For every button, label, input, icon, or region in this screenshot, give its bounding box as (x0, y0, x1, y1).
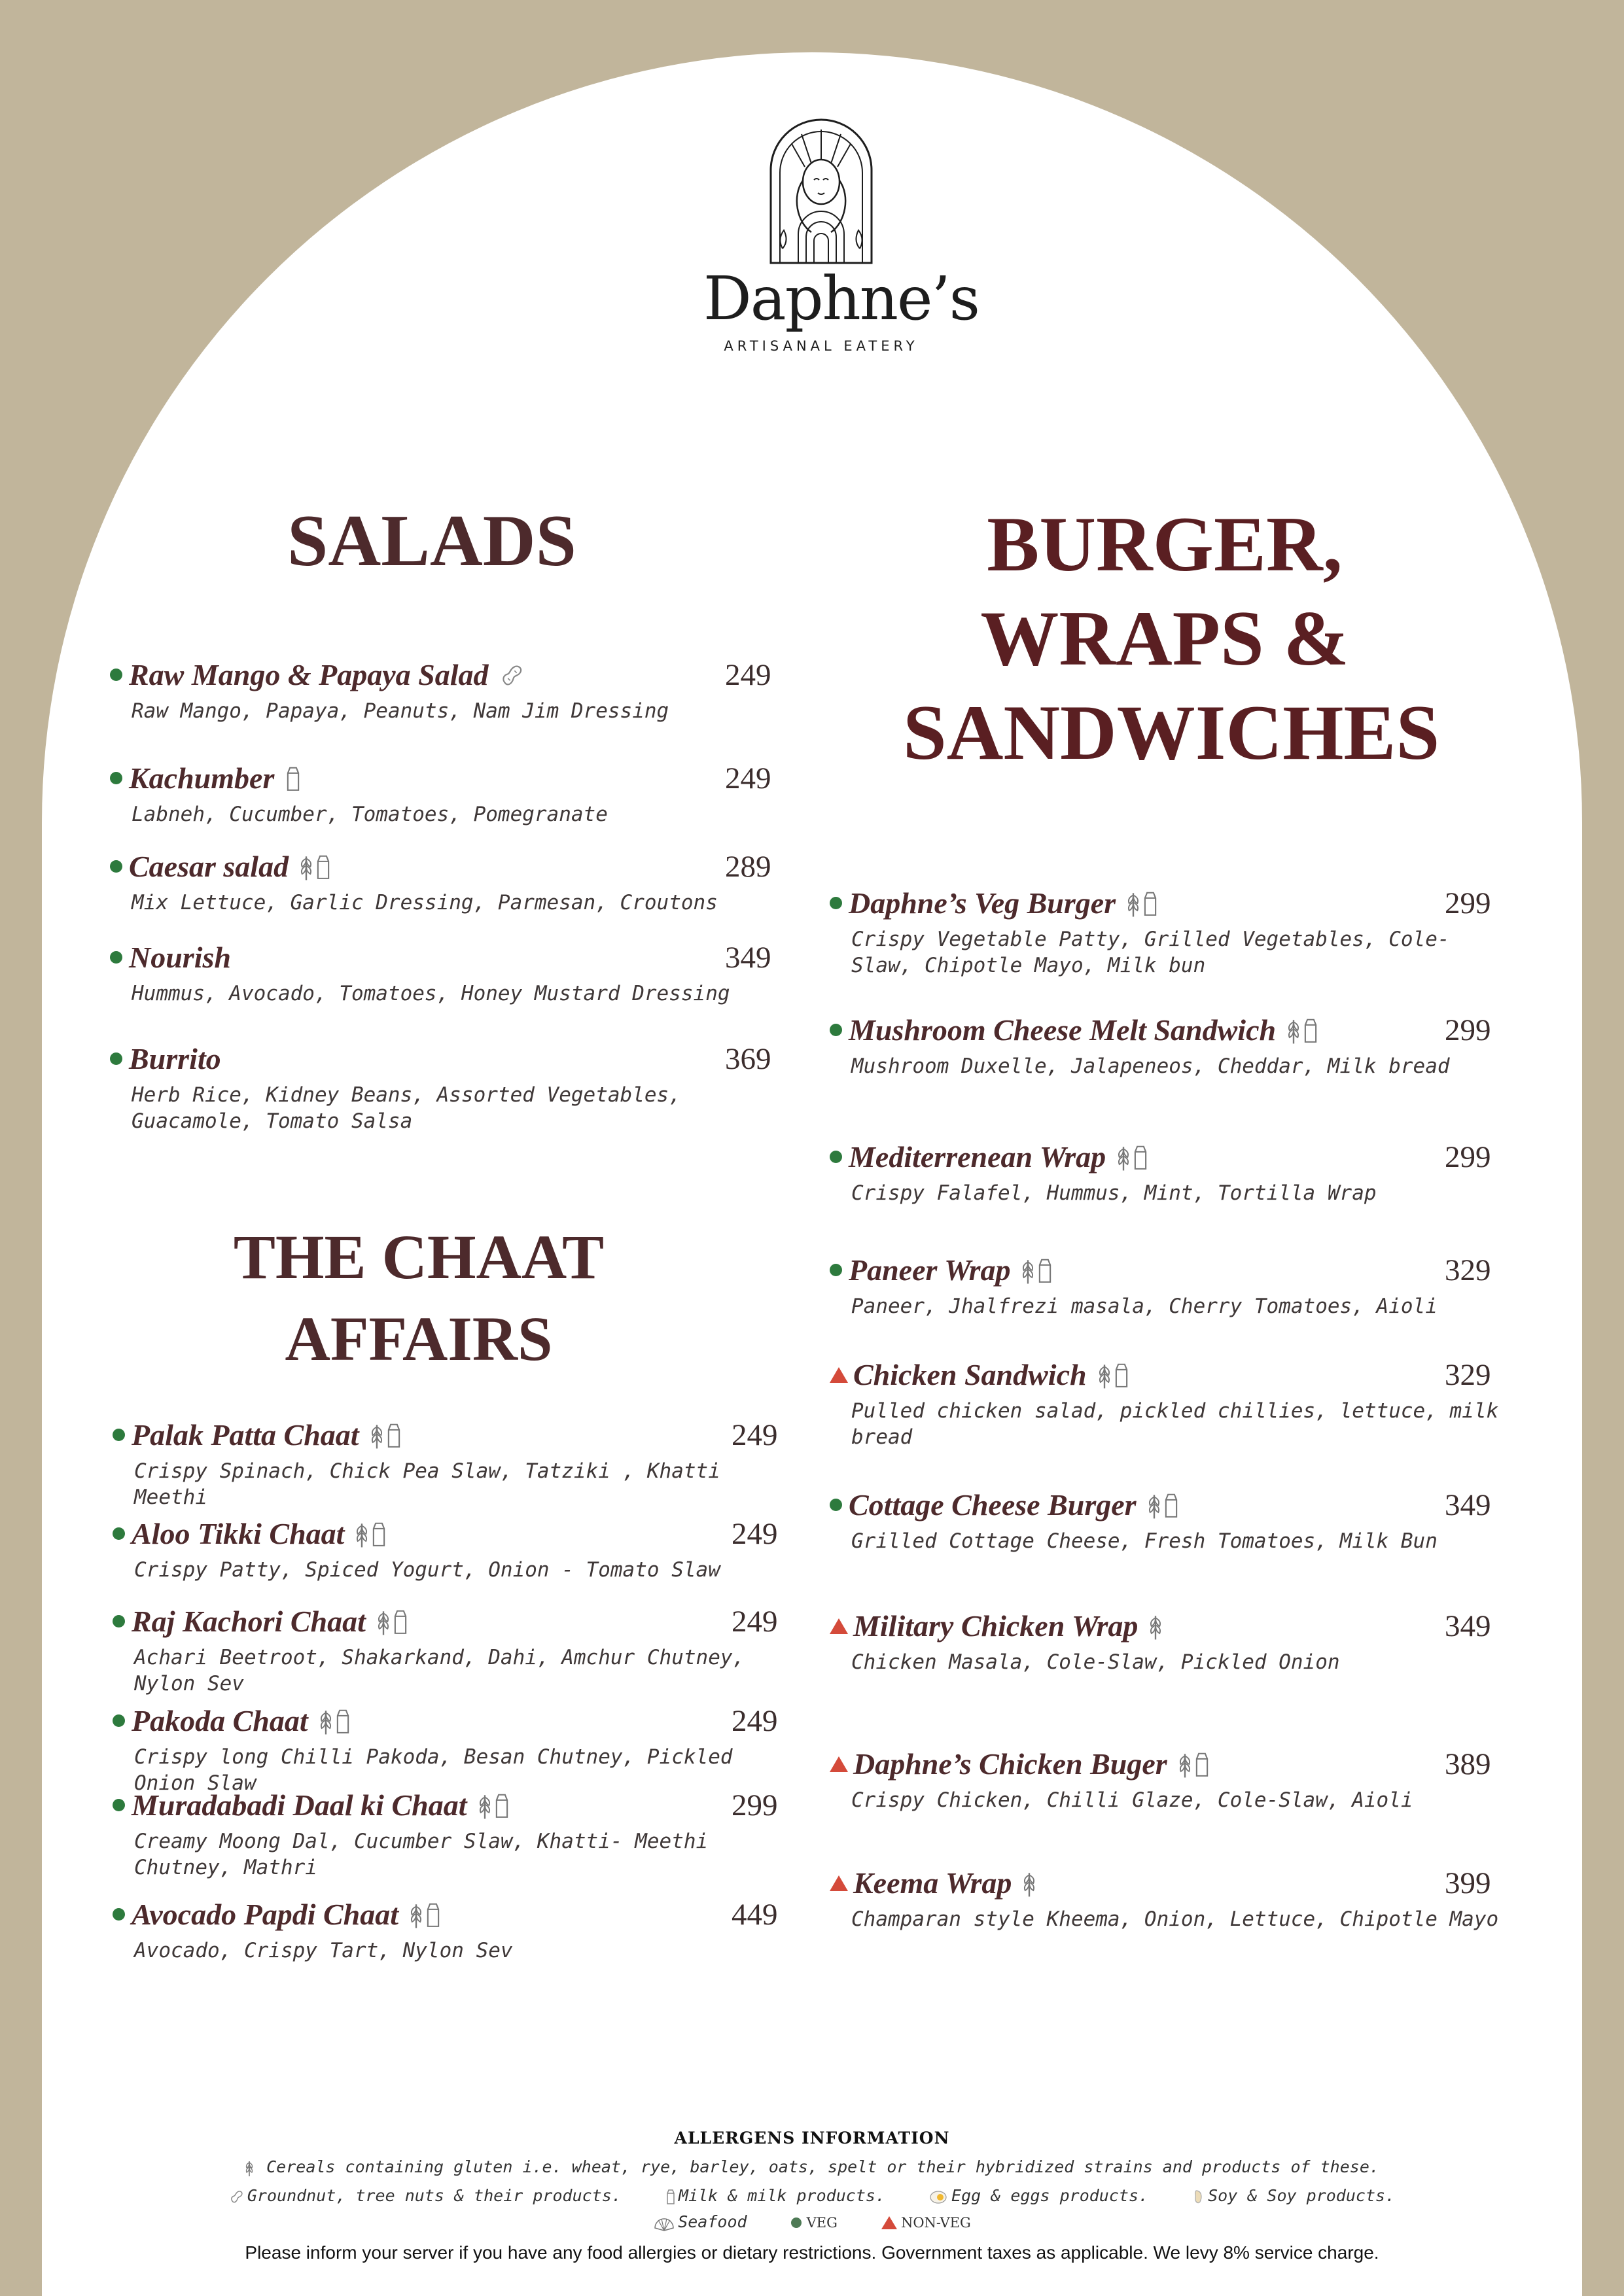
menu-item (830, 1609, 1517, 1676)
milk-carton-icon (1132, 1144, 1149, 1170)
allergen-icons (355, 1520, 389, 1548)
veg-dot-icon (113, 1429, 125, 1441)
menu-item-name: Military Chicken Wrap (853, 1609, 1139, 1643)
menu-item (110, 657, 797, 725)
veg-dot-icon (110, 951, 122, 964)
menu-item (830, 1253, 1517, 1320)
nonveg-triangle-icon (830, 1618, 848, 1634)
legend-veg-text: VEG (806, 2215, 838, 2231)
menu-item-name: Keema Wrap (853, 1866, 1012, 1900)
milk-carton-icon (385, 1422, 402, 1448)
wheat-icon (1022, 1869, 1036, 1898)
menu-item (830, 1357, 1517, 1450)
nonveg-triangle-icon (830, 1875, 848, 1891)
menu-item-header (113, 1897, 803, 1932)
legend-veg (791, 2212, 838, 2231)
allergen-soy (1192, 2186, 1395, 2205)
veg-dot-icon (110, 772, 122, 784)
menu-item (113, 1703, 803, 1796)
wheat-icon (370, 1421, 384, 1450)
menu-item-header (110, 849, 797, 884)
menu-item-description: Pulled chicken salad, pickled chillies, lettuce, milk bread (851, 1399, 1499, 1449)
menu-item-price: 449 (732, 1898, 778, 1932)
menu-item-header (110, 761, 797, 795)
veg-dot-icon (110, 860, 122, 873)
wheat-icon (245, 2159, 254, 2177)
wheat-icon (409, 1900, 423, 1929)
allergen-icons (478, 1791, 512, 1820)
menu-item-name: Palak Patta Chaat (132, 1418, 359, 1452)
menu-item (113, 1418, 803, 1510)
allergen-icons (376, 1607, 410, 1636)
milk-carton-icon (425, 1902, 442, 1928)
menu-item-price: 329 (1445, 1253, 1491, 1287)
milk-carton-icon (665, 2189, 676, 2204)
allergen-milk (665, 2186, 895, 2205)
wheat-icon (1178, 1750, 1192, 1779)
menu-item-name: Daphne’s Chicken Buger (853, 1747, 1167, 1781)
menu-item-header (830, 1013, 1517, 1047)
milk-carton-icon (285, 765, 302, 791)
menu-item-header (830, 1747, 1517, 1781)
menu-item-description: Grilled Cottage Cheese, Fresh Tomatoes, Milk Bun (851, 1529, 1438, 1553)
veg-dot-icon (113, 1714, 125, 1727)
nonveg-triangle-icon (830, 1756, 848, 1772)
menu-item-header (110, 940, 797, 975)
wheat-icon (355, 1520, 369, 1548)
menu-item-name: Paneer Wrap (849, 1253, 1011, 1287)
menu-item-name: Avocado Papdi Chaat (132, 1898, 399, 1931)
veg-dot-icon (113, 1908, 125, 1921)
menu-item-name: Cottage Cheese Burger (849, 1488, 1137, 1522)
menu-item-name: Chicken Sandwich (853, 1358, 1087, 1391)
allergen-icons (1097, 1361, 1131, 1389)
menu-item-header (113, 1516, 803, 1551)
wheat-icon (478, 1791, 492, 1820)
menu-item-price: 349 (1445, 1609, 1491, 1643)
allergen-nuts-text: Groundnut, tree nuts & their products. (247, 2186, 622, 2205)
veg-dot-icon (830, 1264, 842, 1276)
menu-item (113, 1897, 803, 1964)
chaat-title-line2: AFFAIRS (285, 1303, 553, 1374)
veg-dot-icon (830, 897, 842, 909)
menu-item-header (113, 1604, 803, 1639)
menu-item-header (113, 1418, 803, 1452)
allergen-icons (409, 1900, 443, 1929)
allergen-gluten-text: Cereals containing gluten i.e. wheat, rye, barley, oats, spelt or their hybridized strains and products of these. (266, 2157, 1379, 2176)
menu-item-header (110, 1041, 797, 1076)
menu-item-price: 249 (732, 1605, 778, 1639)
menu-item-name: Mushroom Cheese Melt Sandwich (849, 1013, 1277, 1047)
menu-item-price: 289 (725, 850, 771, 884)
milk-carton-icon (315, 854, 332, 880)
menu-item (830, 1013, 1517, 1080)
menu-item (110, 761, 797, 828)
salads-title: SALADS (287, 500, 576, 582)
milk-carton-icon (370, 1521, 387, 1547)
menu-item-header (830, 1139, 1517, 1174)
menu-item-price: 299 (732, 1788, 778, 1822)
menu-item (113, 1604, 803, 1697)
menu-item-name: Nourish (129, 941, 231, 974)
menu-item-price: 249 (732, 1704, 778, 1738)
menu-item-name: Caesar salad (129, 850, 289, 883)
veg-dot-icon (113, 1615, 125, 1627)
menu-item-description: Crispy Vegetable Patty, Grilled Vegetables, Cole-Slaw, Chipotle Mayo, Milk bun (851, 928, 1450, 977)
allergen-milk-text: Milk & milk products. (678, 2186, 885, 2205)
menu-item-description: Mushroom Duxelle, Jalapeneos, Cheddar, Milk bread (851, 1054, 1450, 1078)
menu-item (830, 1747, 1517, 1814)
menu-item-price: 299 (1445, 1013, 1491, 1047)
allergen-icons (1147, 1491, 1181, 1520)
menu-item-name: Pakoda Chaat (132, 1704, 308, 1737)
menu-item-description: Mix Lettuce, Garlic Dressing, Parmesan, Croutons (132, 891, 718, 914)
menu-item-name: Burrito (129, 1042, 221, 1075)
menu-item-price: 249 (732, 1517, 778, 1551)
menu-item-price: 369 (725, 1042, 771, 1076)
legend-nonveg-text: NON-VEG (900, 2215, 971, 2231)
allergen-soy-text: Soy & Soy products. (1208, 2186, 1396, 2205)
wheat-icon (1021, 1256, 1035, 1285)
menu-item-price: 299 (1445, 1140, 1491, 1174)
milk-carton-icon (1142, 890, 1159, 916)
wheat-icon (1147, 1491, 1161, 1520)
menu-item-price: 399 (1445, 1866, 1491, 1900)
allergen-icons (319, 1707, 353, 1735)
allergen-icons (1021, 1256, 1055, 1285)
menu-item-header (830, 1487, 1517, 1522)
menu-item-name: Mediterrenean Wrap (849, 1140, 1106, 1174)
veg-dot-icon (791, 2218, 802, 2228)
burgers-title (903, 497, 1440, 780)
menu-item-price: 249 (732, 1418, 778, 1452)
veg-dot-icon (830, 1024, 842, 1036)
allergen-row-3 (0, 2212, 1624, 2232)
milk-carton-icon (392, 1609, 409, 1635)
menu-item-name: Daphne’s Veg Burger (849, 886, 1116, 920)
menu-item-header (830, 1609, 1517, 1643)
allergen-icons (299, 852, 333, 881)
veg-dot-icon (830, 1499, 842, 1511)
menu-item-header (113, 1788, 803, 1822)
allergen-nuts (229, 2186, 631, 2205)
wheat-icon (1116, 1143, 1131, 1172)
menu-item-price: 249 (725, 761, 771, 795)
legend-nonveg (881, 2212, 971, 2231)
egg-icon (929, 2189, 949, 2204)
allergen-egg-text: Egg & eggs products. (951, 2186, 1149, 2205)
menu-item-name: Muradabadi Daal ki Chaat (132, 1788, 467, 1822)
menu-item-name: Kachumber (129, 761, 275, 795)
burgers-title-line1: BURGER, (987, 500, 1343, 587)
peanut-icon (229, 2189, 245, 2204)
menu-item (110, 1041, 797, 1134)
milk-carton-icon (1113, 1362, 1130, 1388)
allergen-egg (929, 2186, 1158, 2205)
brand-name: Daphne’s (703, 264, 979, 334)
allergen-icons (1178, 1750, 1212, 1779)
menu-item-name: Raj Kachori Chaat (132, 1605, 366, 1638)
menu-item-description: Labneh, Cucumber, Tomatoes, Pomegranate (132, 803, 608, 826)
menu-item-description: Paneer, Jhalfrezi masala, Cherry Tomatoes, Aioli (851, 1295, 1438, 1318)
wheat-icon (376, 1607, 391, 1636)
menu-item-description: Herb Rice, Kidney Beans, Assorted Vegetables, Guacamole, Tomato Salsa (132, 1083, 681, 1133)
goddess-arch-icon (766, 118, 877, 265)
wheat-icon (1126, 889, 1140, 918)
menu-item-header (113, 1703, 803, 1738)
menu-item (830, 1139, 1517, 1207)
milk-carton-icon (334, 1708, 351, 1734)
milk-carton-icon (1302, 1017, 1319, 1043)
milk-carton-icon (1193, 1751, 1210, 1777)
menu-item (113, 1516, 803, 1584)
wheat-icon (1148, 1612, 1163, 1641)
menu-item-price: 329 (1445, 1358, 1491, 1392)
veg-dot-icon (110, 669, 122, 681)
allergen-gluten-line (0, 2157, 1624, 2177)
allergen-seafood (653, 2212, 756, 2231)
veg-dot-icon (113, 1799, 125, 1811)
allergen-icons (1286, 1016, 1320, 1045)
service-note: Please inform your server if you have any food allergies or dietary restrictions. Government taxes as applicable. We levy 8% service charge. (245, 2242, 1379, 2263)
nonveg-triangle-icon (881, 2216, 897, 2229)
soybean-icon (1192, 2189, 1205, 2204)
wheat-icon (319, 1707, 333, 1735)
menu-item-description: Crispy Chicken, Chilli Glaze, Cole-Slaw, Aioli (851, 1788, 1413, 1812)
menu-item-price: 349 (1445, 1488, 1491, 1522)
menu-item-header (830, 886, 1517, 920)
brand-tagline: ARTISANAL EATERY (724, 338, 919, 354)
menu-item-name: Aloo Tikki Chaat (132, 1517, 345, 1550)
chaat-title-line1: THE CHAAT (233, 1222, 605, 1292)
wheat-icon (299, 852, 313, 881)
menu-item-description: Achari Beetroot, Shakarkand, Dahi, Amchur Chutney, Nylon Sev (134, 1646, 745, 1696)
menu-item-description: Crispy Falafel, Hummus, Mint, Tortilla Wrap (851, 1181, 1377, 1205)
burgers-title-line3: SANDWICHES (903, 689, 1440, 776)
veg-dot-icon (830, 1151, 842, 1163)
menu-item-price: 389 (1445, 1747, 1491, 1781)
menu-item-price: 299 (1445, 886, 1491, 920)
menu-item (830, 1487, 1517, 1555)
menu-item-header (110, 657, 797, 692)
allergen-icons (370, 1421, 404, 1450)
menu-item (110, 849, 797, 916)
menu-item-description: Champaran style Kheema, Onion, Lettuce, Chipotle Mayo (851, 1907, 1499, 1931)
menu-item-description: Chicken Masala, Cole-Slaw, Pickled Onion (851, 1650, 1340, 1674)
brand-logo (703, 118, 979, 354)
allergen-icons (499, 662, 527, 688)
menu-item-price: 349 (725, 941, 771, 975)
menu-item-description: Hummus, Avocado, Tomatoes, Honey Mustard Dressing (132, 982, 730, 1005)
nonveg-triangle-icon (830, 1367, 848, 1383)
shell-icon (653, 2214, 675, 2232)
menu-item-header (830, 1357, 1517, 1392)
milk-carton-icon (1036, 1257, 1053, 1283)
milk-carton-icon (493, 1792, 510, 1818)
allergen-icons (285, 765, 303, 791)
allergen-seafood-text: Seafood (678, 2212, 747, 2231)
veg-dot-icon (110, 1052, 122, 1065)
allergens-title: ALLERGENS INFORMATION (674, 2129, 950, 2148)
menu-item-description: Crispy Patty, Spiced Yogurt, Onion - Tomato Slaw (134, 1558, 720, 1582)
burgers-title-line2: WRAPS & (980, 595, 1349, 682)
allergen-icons (1148, 1612, 1164, 1641)
menu-item-name: Raw Mango & Papaya Salad (129, 658, 489, 691)
menu-item-price: 249 (725, 658, 771, 692)
wheat-icon (1097, 1361, 1112, 1389)
menu-item-description: Crispy Spinach, Chick Pea Slaw, Tatziki , Khatti Meethi (134, 1459, 720, 1509)
menu-item-header (830, 1253, 1517, 1287)
peanut-icon (499, 662, 525, 688)
menu-item-header (830, 1866, 1517, 1900)
menu-item-description: Avocado, Crispy Tart, Nylon Sev (134, 1939, 513, 1962)
menu-item (830, 1866, 1517, 1933)
veg-dot-icon (113, 1527, 125, 1540)
menu-item (113, 1788, 803, 1881)
menu-item (110, 940, 797, 1007)
wheat-icon (1286, 1016, 1301, 1045)
milk-carton-icon (1163, 1492, 1180, 1518)
menu-item-description: Crispy long Chilli Pakoda, Besan Chutney, Pickled Onion Slaw (134, 1745, 733, 1795)
menu-item-description: Creamy Moong Dal, Cucumber Slaw, Khatti- Meethi Chutney, Mathri (134, 1830, 709, 1879)
menu-item (830, 886, 1517, 979)
menu-item-description: Raw Mango, Papaya, Peanuts, Nam Jim Dressing (132, 699, 669, 723)
chaat-title (157, 1217, 680, 1380)
allergen-icons (1126, 889, 1160, 918)
allergen-icons (1116, 1143, 1150, 1172)
allergen-row-2 (0, 2186, 1624, 2205)
allergen-icons (1022, 1869, 1038, 1898)
